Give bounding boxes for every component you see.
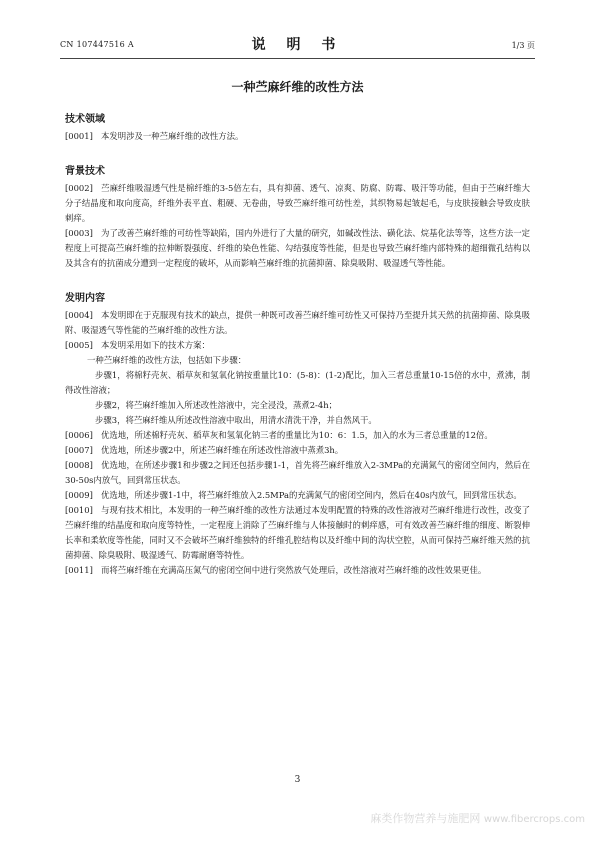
method-step-2: 步骤2，将苎麻纤维加入所述改性溶液中，完全浸没，蒸煮2-4h； — [95, 400, 337, 410]
paragraph-text: 优选地，所述步骤1-1中，将苎麻纤维放入2.5MPa的充满氮气的密闭空间内，然后在40s内放气，回到常压状态。 — [101, 490, 522, 500]
paragraph-0011 — [65, 563, 530, 578]
page-indicator: 1/3 页 — [511, 41, 535, 50]
paragraph-number: [0005] — [65, 340, 93, 350]
paragraph-0001 — [65, 129, 530, 144]
paragraph-number: [0011] — [65, 565, 93, 575]
paragraph-number: [0002] — [65, 183, 93, 193]
paragraph-0006 — [65, 428, 530, 443]
header-divider — [60, 58, 535, 59]
patent-number: CN 107447516 A — [60, 40, 134, 49]
paragraph-number: [0001] — [65, 131, 93, 141]
paragraph-0010 — [65, 503, 530, 563]
paragraph-number: [0009] — [65, 490, 93, 500]
paragraph-number: [0004] — [65, 310, 93, 320]
paragraph-text: 优选地，所述步骤2中，所述苎麻纤维在所述改性溶液中蒸煮3h。 — [101, 445, 344, 455]
paragraph-text: 与现有技术相比，本发明的一种苎麻纤维的改性方法通过本发明配置的特殊的改性溶液对苎麻纤维进行改性，改变了苎麻纤维的结晶度和取向度等特性，一定程度上消除了苎麻纤维与人体接触时的刺痒感，可有效改善苎麻纤维的细度、断裂伸长率和柔软度等性能，同时又不会破坏苎麻纤维独特的纤维孔腔结构以及纤维中间的沟状空腔，从而可保持苎麻纤维天然的抗菌抑菌、除臭吸附、吸湿透气、防霉耐磨等特性。 — [65, 505, 530, 560]
heading-technical-field: 技术领域 — [65, 114, 105, 125]
paragraph-text: 优选地，所述棉籽壳灰、稻草灰和氢氧化钠三者的重量比为10：6：1.5，加入的水为三者总重量的12倍。 — [101, 430, 493, 440]
paragraph-0005 — [65, 338, 530, 353]
paragraph-text: 苎麻纤维吸湿透气性是棉纤维的3-5倍左右，具有抑菌、透气、凉爽、防腐、防霉、吸汗等功能，但由于苎麻纤维大分子结晶度和取向度高，纤维外表平直、粗硬、无卷曲，导致苎麻纤维可纺性差，其织物易起皱起毛，与皮肤接触会导致皮肤刺痒。 — [65, 183, 530, 223]
method-intro: 一种苎麻纤维的改性方法，包括如下步骤： — [87, 355, 247, 365]
paragraph-text: 本发明即在于克服现有技术的缺点，提供一种既可改善苎麻纤维可纺性又可保持乃至提升其天然的抗菌抑菌、除臭吸附、吸湿透气等性能的苎麻纤维的改性方法。 — [65, 310, 530, 335]
paragraph-number: [0010] — [65, 505, 93, 515]
document-title: 一种苎麻纤维的改性方法 — [231, 80, 364, 94]
heading-summary: 发明内容 — [65, 293, 105, 304]
paragraph-text: 而将苎麻纤维在充满高压氮气的密闭空间中进行突然放气处理后，改性溶液对苎麻纤维的改性效果更佳。 — [101, 565, 487, 575]
page-number: 3 — [294, 775, 301, 785]
document-body — [65, 110, 530, 578]
paragraph-0009 — [65, 488, 530, 503]
paragraph-text: 本发明涉及一种苎麻纤维的改性方法。 — [101, 131, 244, 141]
site-watermark — [370, 812, 585, 826]
paragraph-text: 为了改善苎麻纤维的可纺性等缺陷，国内外进行了大量的研究，如碱改性法、磺化法、烷基化法等等，这些方法一定程度上可提高苎麻纤维的拉伸断裂强度、纤维的染色性能、勾结强度等性能，但是也导致苎麻纤维内部特殊的超细微孔结构以及其含有的抗菌成分遭到一定程度的破坏，从而影响苎麻纤维的抗菌抑菌、除臭吸附、吸湿透气等性能。 — [65, 228, 530, 268]
paragraph-0002 — [65, 181, 530, 226]
document-type: 说 明 书 — [251, 37, 344, 53]
method-step-1: 步骤1，将棉籽壳灰、稻草灰和氢氧化钠按重量比10：(5-8)：(1-2)配比，加入三者总重量10-15倍的水中，煮沸，制得改性溶液； — [65, 370, 530, 395]
watermark-name: 麻类作物营养与施肥网 — [370, 812, 481, 825]
paragraph-number: [0006] — [65, 430, 93, 440]
paragraph-text: 本发明采用如下的技术方案： — [101, 340, 210, 350]
paragraph-0003 — [65, 226, 530, 271]
watermark-url: www.fibercrops.com — [483, 814, 585, 825]
paragraph-0008 — [65, 458, 530, 488]
paragraph-number: [0007] — [65, 445, 93, 455]
heading-background: 背景技术 — [65, 166, 105, 177]
method-step-3: 步骤3，将苎麻纤维从所述改性溶液中取出，用清水清洗干净，并自然风干。 — [95, 415, 377, 425]
paragraph-number: [0003] — [65, 228, 93, 238]
page-header — [60, 34, 535, 56]
paragraph-number: [0008] — [65, 460, 93, 470]
paragraph-0004 — [65, 308, 530, 338]
paragraph-text: 优选地，在所述步骤1和步骤2之间还包括步骤1-1，首先将苎麻纤维放入2-3MPa的充满氮气的密闭空间内，然后在30-50s内放气，回到常压状态。 — [65, 460, 530, 485]
paragraph-0007 — [65, 443, 530, 458]
